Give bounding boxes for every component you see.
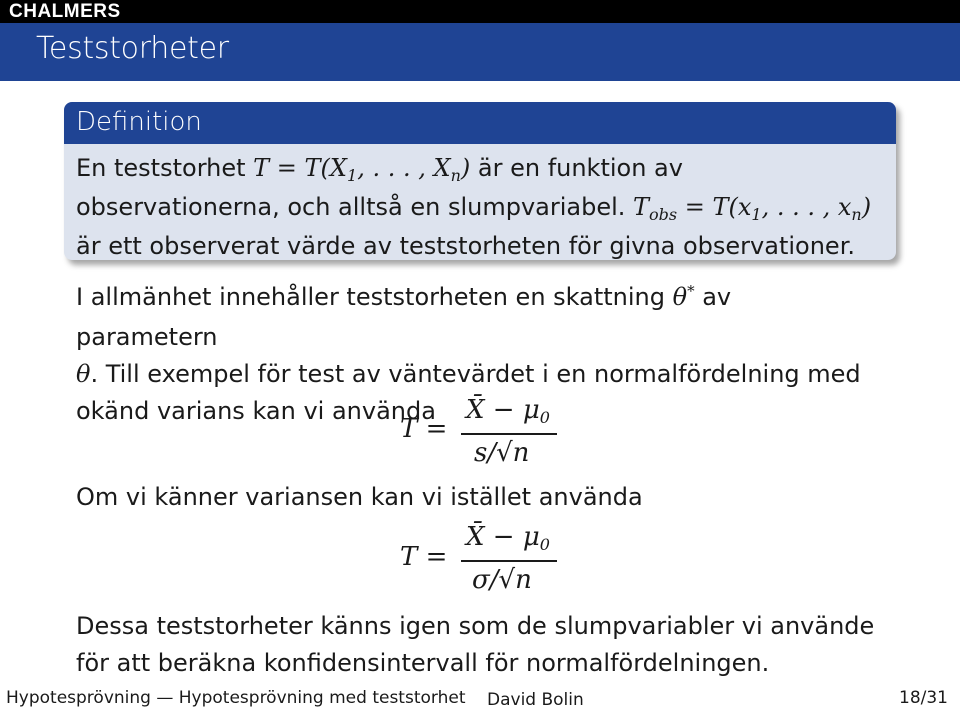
fraction-bar [461,433,557,435]
definition-heading: Definition [64,102,896,144]
paragraph-1: I allmänhet innehåller teststorheten en skattning θ* av parametern θ. Till exempel för test av väntevärdet i en normalfördelning med okänd varians kan vi använda [76,282,861,425]
top-bar [0,0,960,23]
footer-author: David Bolin [487,690,584,710]
definition-line-3: är ett observerat värde av teststorheten för givna observationer. [76,232,855,260]
definition-line-2: observationerna, och alltså en slumpvariabel. $T_{obs} = T(x_1$, . . . , $x_n$) [76,193,872,224]
chalmers-logo: CHALMERS [9,1,121,22]
slide-title: Teststorheter [36,31,229,66]
footer [0,685,960,711]
paragraph-2: Om vi känner variansen kan vi istället använda [76,483,643,511]
footer-page-number: 18/31 [899,688,948,708]
title-bar [0,23,960,81]
footer-section: Hypotesprövning — Hypotesprövning med teststorhet [6,688,466,708]
definition-box [64,102,896,260]
fraction-bar [461,560,557,562]
definition-body [64,144,896,260]
definition-line-1: En teststorhet $T = T(X_1$, . . . , $X_n$) är en funktion av [76,154,683,185]
paragraph-3: Dessa teststorheter känns igen som de slumpvariabler vi använde för att beräkna konfidensintervall för normalfördelningen. [76,612,875,677]
